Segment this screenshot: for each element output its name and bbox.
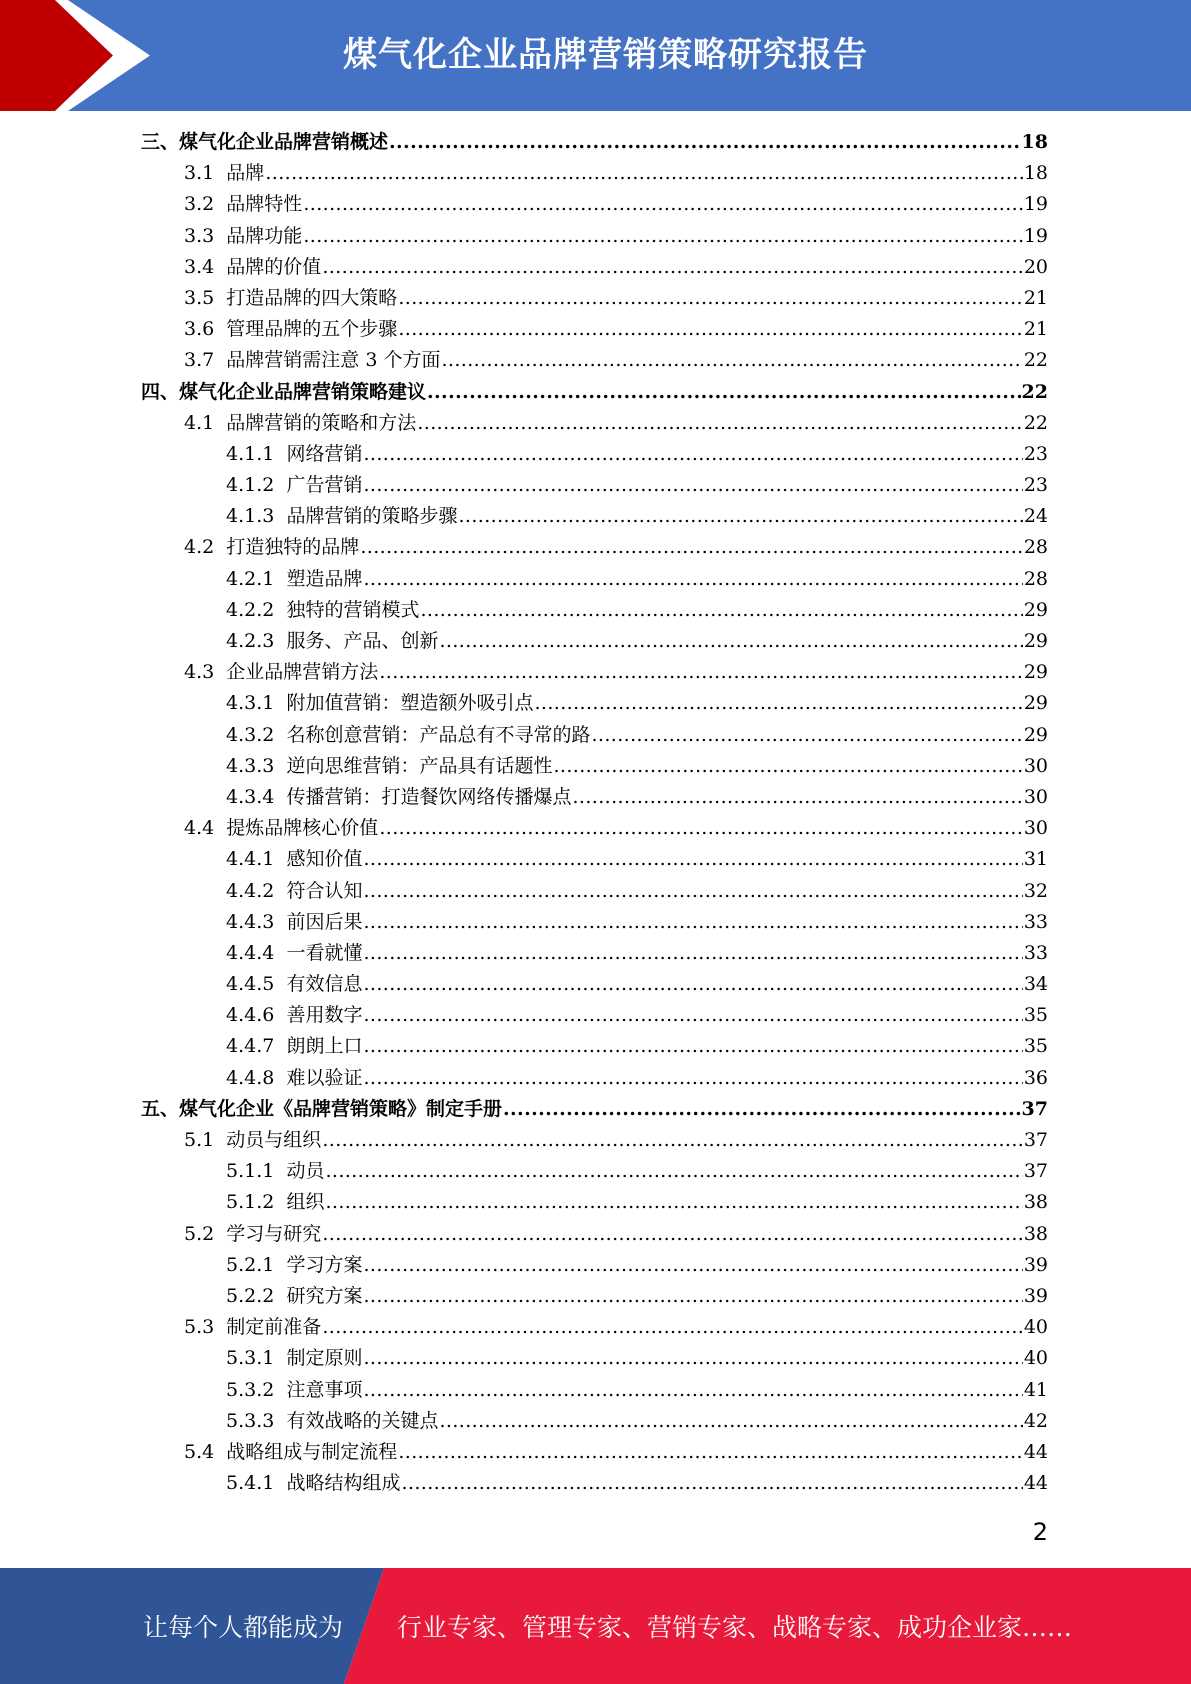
toc-entry[interactable] [141, 1375, 1048, 1406]
toc-entry-title: 研究方案 [286, 1284, 363, 1307]
toc-entry-title: 品牌功能 [226, 224, 303, 247]
toc-entry-number: 4.1.2 [226, 474, 287, 497]
toc-dot-leader [420, 595, 1022, 626]
toc-entry-title: 打造品牌的四大策略 [226, 286, 398, 309]
toc-entry-page: 39 [1023, 1253, 1048, 1276]
toc-entry-page: 42 [1023, 1409, 1048, 1432]
toc-entry-number: 4.4.5 [226, 973, 287, 996]
toc-entry-page: 28 [1023, 567, 1048, 590]
toc-entry-number: 5.3 [184, 1316, 227, 1339]
toc-entry[interactable] [141, 1437, 1048, 1468]
toc-entry-title: 注意事项 [286, 1378, 363, 1401]
toc-entry[interactable] [141, 938, 1048, 969]
toc-entry[interactable] [141, 127, 1048, 158]
toc-entry-number: 五、 [141, 1097, 180, 1120]
toc-entry-title: 学习与研究 [226, 1222, 322, 1245]
toc-entry[interactable] [141, 532, 1048, 563]
toc-entry-number: 3.3 [184, 224, 227, 247]
toc-dot-leader [363, 439, 1022, 470]
toc-entry[interactable] [141, 221, 1048, 252]
toc-entry-number: 4.3.2 [226, 723, 287, 746]
toc-entry-title: 煤气化企业品牌营销概述 [179, 131, 389, 153]
toc-dot-leader [363, 564, 1022, 595]
toc-dot-leader [417, 408, 1023, 439]
toc-entry[interactable] [141, 1031, 1048, 1062]
toc-entry[interactable] [141, 1468, 1048, 1499]
toc-entry-page: 30 [1023, 785, 1048, 808]
toc-entry-number: 5.3.3 [226, 1409, 287, 1432]
toc-entry-number: 5.3.2 [226, 1378, 287, 1401]
toc-dot-leader [363, 1375, 1022, 1406]
toc-entry-title: 独特的营销模式 [286, 598, 420, 621]
toc-entry-number: 5.1 [184, 1129, 227, 1151]
toc-entry[interactable] [141, 345, 1048, 376]
toc-dot-leader [439, 1406, 1022, 1437]
toc-entry-number: 4.4.7 [226, 1035, 287, 1058]
toc-entry[interactable] [141, 314, 1048, 345]
toc-entry-page: 23 [1023, 474, 1048, 497]
toc-entry-page: 32 [1023, 879, 1048, 902]
toc-entry[interactable] [141, 1125, 1048, 1156]
toc-entry-page: 39 [1023, 1284, 1048, 1307]
toc-entry[interactable] [141, 907, 1048, 938]
toc-entry-page: 44 [1023, 1472, 1048, 1495]
document-title: 煤气化企业品牌营销策略研究报告 [343, 35, 868, 75]
toc-entry-page: 30 [1023, 754, 1048, 777]
toc-dot-leader [363, 1000, 1022, 1031]
toc-entry-number: 4.4.6 [226, 1004, 287, 1027]
toc-entry-title: 动员 [286, 1160, 325, 1183]
page-footer [0, 1568, 1191, 1684]
toc-entry[interactable] [141, 1281, 1048, 1312]
toc-entry-number: 4.3.3 [226, 754, 287, 777]
toc-entry-page: 40 [1023, 1316, 1048, 1339]
toc-entry-title: 品牌 [226, 162, 265, 185]
toc-entry-page: 41 [1023, 1378, 1048, 1401]
toc-dot-leader [363, 1250, 1022, 1281]
toc-entry-number: 4.4.3 [226, 910, 287, 933]
toc-dot-leader [427, 377, 1021, 408]
toc-entry-page: 18 [1021, 131, 1048, 153]
toc-entry-page: 29 [1023, 661, 1048, 684]
toc-entry[interactable] [141, 657, 1048, 688]
toc-entry-page: 23 [1023, 442, 1048, 465]
toc-entry[interactable] [141, 377, 1048, 408]
toc-dot-leader [363, 1343, 1022, 1374]
toc-entry-number: 4.4 [184, 817, 227, 840]
toc-entry-title: 有效战略的关键点 [286, 1409, 439, 1432]
toc-dot-leader [322, 252, 1023, 283]
toc-entry[interactable] [141, 470, 1048, 501]
toc-entry-page: 37 [1023, 1129, 1048, 1151]
toc-dot-leader [439, 626, 1022, 657]
toc-entry[interactable] [141, 158, 1048, 189]
toc-entry-number: 4.2.1 [226, 567, 287, 590]
toc-entry-number: 5.4.1 [226, 1472, 287, 1495]
toc-entry-number: 4.4.4 [226, 941, 287, 964]
toc-entry-title: 逆向思维营销：产品具有话题性 [286, 754, 553, 777]
toc-entry-title: 有效信息 [286, 973, 363, 996]
toc-dot-leader [379, 813, 1023, 844]
toc-entry-number: 5.4 [184, 1440, 227, 1463]
toc-entry-title: 煤气化企业品牌营销策略建议 [179, 380, 427, 403]
toc-entry-title: 煤气化企业《品牌营销策略》制定手册 [179, 1097, 503, 1120]
toc-entry[interactable] [141, 283, 1048, 314]
toc-entry-number: 四、 [141, 380, 180, 403]
toc-entry-page: 22 [1021, 380, 1048, 403]
toc-entry-number: 3.7 [184, 349, 227, 372]
toc-dot-leader [534, 688, 1022, 719]
toc-entry[interactable] [141, 969, 1048, 1000]
toc-dot-leader [389, 127, 1021, 158]
toc-entry-page: 19 [1023, 193, 1048, 216]
toc-dot-leader [398, 283, 1023, 314]
toc-entry-number: 3.4 [184, 255, 227, 278]
toc-entry-page: 20 [1023, 255, 1048, 278]
toc-entry[interactable] [141, 688, 1048, 719]
toc-entry-title: 前因后果 [286, 910, 363, 933]
toc-entry-page: 22 [1023, 349, 1048, 372]
toc-entry[interactable] [141, 1312, 1048, 1343]
toc-entry[interactable] [141, 1343, 1048, 1374]
toc-entry-title: 组织 [286, 1191, 325, 1214]
toc-entry-page: 37 [1021, 1097, 1048, 1120]
toc-entry[interactable] [141, 1250, 1048, 1281]
toc-dot-leader [265, 158, 1023, 189]
toc-entry[interactable] [141, 564, 1048, 595]
toc-entry[interactable] [141, 1219, 1048, 1250]
toc-entry-number: 5.2.2 [226, 1284, 287, 1307]
toc-dot-leader [363, 969, 1022, 1000]
toc-dot-leader [401, 1468, 1022, 1499]
toc-entry-title: 广告营销 [286, 474, 363, 497]
toc-entry[interactable] [141, 876, 1048, 907]
toc-entry-page: 22 [1023, 411, 1048, 434]
toc-dot-leader [363, 907, 1022, 938]
toc-entry-number: 4.4.2 [226, 879, 287, 902]
page-header [0, 0, 1191, 111]
toc-entry[interactable] [141, 501, 1048, 532]
toc-entry[interactable] [141, 751, 1048, 782]
toc-entry-page: 33 [1023, 910, 1048, 933]
toc-entry-number: 4.2.2 [226, 598, 287, 621]
toc-dot-leader [591, 720, 1022, 751]
toc-entry-number: 5.1.2 [226, 1191, 287, 1214]
toc-entry-page: 21 [1023, 286, 1048, 309]
toc-entry-number: 5.1.1 [226, 1160, 287, 1183]
toc-entry[interactable] [141, 439, 1048, 470]
toc-entry-page: 29 [1023, 723, 1048, 746]
toc-dot-leader [363, 470, 1022, 501]
toc-entry-page: 34 [1023, 973, 1048, 996]
toc-entry-number: 4.2.3 [226, 630, 287, 652]
toc-dot-leader [303, 189, 1023, 220]
toc-dot-leader [363, 1031, 1022, 1062]
toc-entry-page: 30 [1023, 817, 1048, 840]
toc-entry-title: 感知价值 [286, 848, 363, 871]
toc-entry-title: 网络营销 [286, 442, 363, 465]
toc-entry-title: 管理品牌的五个步骤 [226, 318, 398, 341]
toc-entry-title: 附加值营销：塑造额外吸引点 [286, 692, 534, 715]
toc-entry[interactable] [141, 844, 1048, 875]
toc-entry-title: 品牌营销需注意 3 个方面 [226, 349, 441, 372]
table-of-contents [141, 127, 1048, 1499]
toc-entry-title: 提炼品牌核心价值 [226, 817, 379, 840]
toc-entry-page: 38 [1023, 1191, 1048, 1214]
toc-entry-number: 4.1.1 [226, 442, 287, 465]
toc-entry-number: 4.4.1 [226, 848, 287, 871]
toc-entry-page: 24 [1023, 505, 1048, 528]
toc-entry-page: 35 [1023, 1035, 1048, 1058]
toc-dot-leader [322, 1125, 1023, 1156]
toc-entry-title: 名称创意营销：产品总有不寻常的路 [286, 723, 591, 746]
toc-entry-number: 3.2 [184, 193, 227, 216]
toc-entry-page: 35 [1023, 1004, 1048, 1027]
toc-entry[interactable] [141, 626, 1048, 657]
toc-dot-leader [325, 1187, 1022, 1218]
toc-entry-number: 4.4.8 [226, 1066, 287, 1089]
toc-dot-leader [363, 1063, 1022, 1094]
toc-entry-title: 打造独特的品牌 [226, 536, 360, 559]
toc-entry-title: 制定前准备 [226, 1316, 322, 1339]
toc-entry-number: 3.1 [184, 162, 227, 185]
toc-entry-page: 29 [1023, 630, 1048, 652]
toc-dot-leader [360, 532, 1023, 563]
toc-entry-title: 战略结构组成 [286, 1472, 401, 1495]
toc-dot-leader [322, 1219, 1023, 1250]
toc-entry-number: 4.1.3 [226, 505, 287, 528]
toc-entry-page: 44 [1023, 1440, 1048, 1463]
toc-entry-title: 战略组成与制定流程 [226, 1440, 398, 1463]
toc-dot-leader [572, 782, 1022, 813]
toc-entry[interactable] [141, 1187, 1048, 1218]
toc-dot-leader [363, 1281, 1022, 1312]
toc-entry-number: 5.2.1 [226, 1253, 287, 1276]
toc-entry-number: 4.1 [184, 411, 227, 434]
toc-entry-number: 三、 [141, 131, 180, 153]
toc-entry-page: 18 [1023, 162, 1048, 185]
toc-entry-page: 38 [1023, 1222, 1048, 1245]
toc-entry-number: 5.2 [184, 1222, 227, 1245]
toc-entry-title: 企业品牌营销方法 [226, 661, 379, 684]
toc-entry-page: 37 [1023, 1160, 1048, 1183]
toc-entry[interactable] [141, 408, 1048, 439]
toc-entry-title: 品牌的价值 [226, 255, 322, 278]
toc-entry-number: 3.6 [184, 318, 227, 341]
toc-dot-leader [553, 751, 1022, 782]
toc-entry-title: 品牌营销的策略步骤 [286, 505, 458, 528]
footer-slogan-left: 让每个人都能成为 [143, 1613, 344, 1642]
toc-dot-leader [503, 1094, 1021, 1125]
toc-entry-title: 品牌营销的策略和方法 [226, 411, 417, 434]
toc-dot-leader [325, 1156, 1022, 1187]
toc-entry-title: 服务、产品、创新 [286, 630, 439, 652]
toc-entry-number: 4.3 [184, 661, 227, 684]
toc-entry-number: 5.3.1 [226, 1347, 287, 1370]
toc-entry[interactable] [141, 1406, 1048, 1437]
toc-entry-number: 4.2 [184, 536, 227, 559]
toc-dot-leader [398, 1437, 1023, 1468]
toc-entry[interactable] [141, 1063, 1048, 1094]
page-number: 2 [1032, 1518, 1048, 1546]
toc-entry-title: 一看就懂 [286, 941, 363, 964]
toc-entry-title: 动员与组织 [226, 1129, 322, 1151]
toc-entry-page: 36 [1023, 1066, 1048, 1089]
toc-dot-leader [363, 876, 1022, 907]
toc-entry[interactable] [141, 1000, 1048, 1031]
toc-entry-page: 31 [1023, 848, 1048, 871]
toc-entry-page: 19 [1023, 224, 1048, 247]
toc-entry-title: 善用数字 [286, 1004, 363, 1027]
toc-entry-number: 3.5 [184, 286, 227, 309]
toc-entry[interactable] [141, 189, 1048, 220]
toc-entry-page: 29 [1023, 692, 1048, 715]
toc-dot-leader [441, 345, 1022, 376]
toc-entry[interactable] [141, 595, 1048, 626]
toc-entry-title: 符合认知 [286, 879, 363, 902]
toc-entry[interactable] [141, 252, 1048, 283]
toc-dot-leader [398, 314, 1023, 345]
toc-entry-title: 难以验证 [286, 1066, 363, 1089]
toc-entry-page: 21 [1023, 318, 1048, 341]
toc-entry-title: 朗朗上口 [286, 1035, 363, 1058]
toc-dot-leader [363, 938, 1022, 969]
footer-slogan-right: 行业专家、管理专家、营销专家、战略专家、成功企业家…… [397, 1613, 1073, 1642]
toc-entry[interactable] [141, 1094, 1048, 1125]
toc-entry-title: 学习方案 [286, 1253, 363, 1276]
toc-entry-title: 传播营销：打造餐饮网络传播爆点 [286, 785, 572, 808]
toc-entry-number: 4.3.4 [226, 785, 287, 808]
toc-dot-leader [303, 221, 1023, 252]
toc-entry-title: 制定原则 [286, 1347, 363, 1370]
toc-entry[interactable] [141, 720, 1048, 751]
toc-dot-leader [379, 657, 1023, 688]
toc-dot-leader [458, 501, 1022, 532]
toc-entry-page: 33 [1023, 941, 1048, 964]
toc-entry-title: 塑造品牌 [286, 567, 363, 590]
toc-entry[interactable] [141, 782, 1048, 813]
toc-entry-page: 28 [1023, 536, 1048, 559]
toc-entry[interactable] [141, 1156, 1048, 1187]
toc-entry-page: 40 [1023, 1347, 1048, 1370]
toc-entry-page: 29 [1023, 598, 1048, 621]
toc-entry-title: 品牌特性 [226, 193, 303, 216]
toc-entry[interactable] [141, 813, 1048, 844]
toc-dot-leader [322, 1312, 1023, 1343]
toc-dot-leader [363, 844, 1022, 875]
toc-entry-number: 4.3.1 [226, 692, 287, 715]
